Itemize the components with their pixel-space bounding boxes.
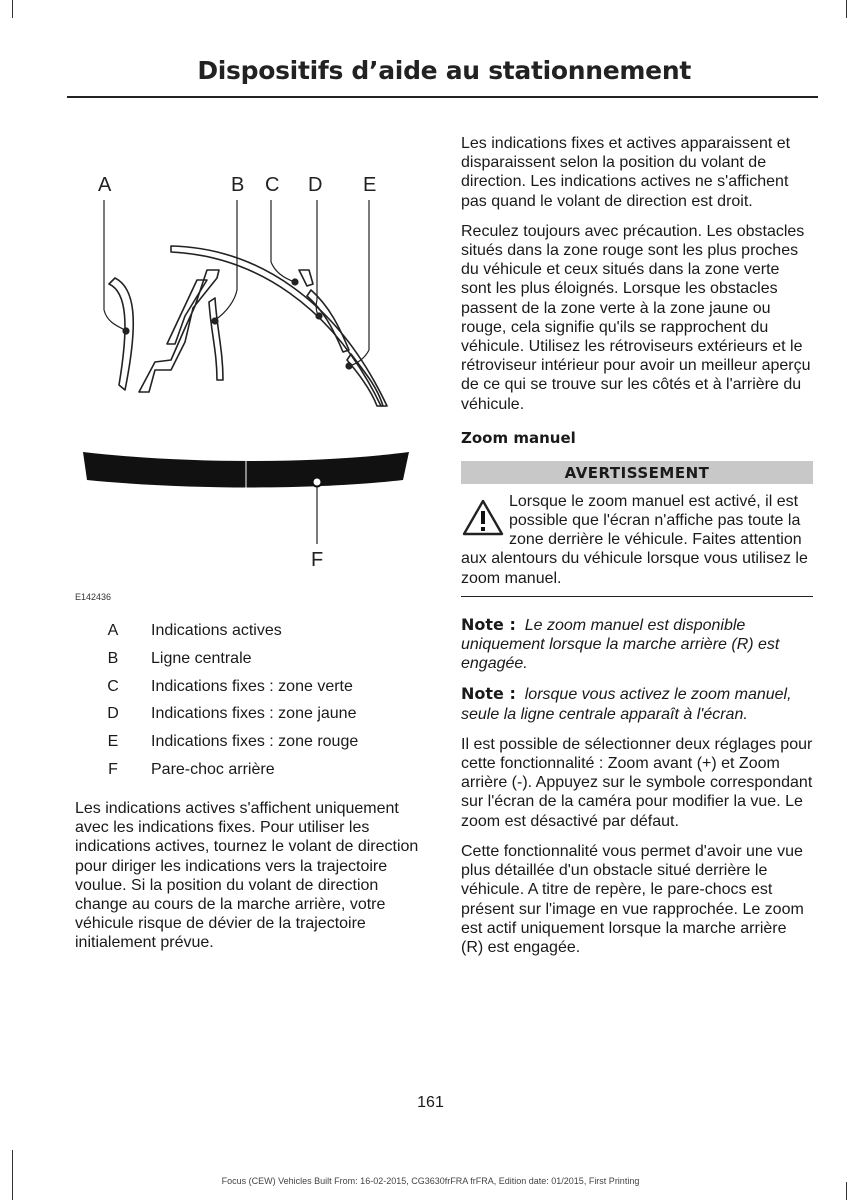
callout-dot-c <box>292 279 298 285</box>
callout-dot-a <box>123 328 129 334</box>
legend-text: Indications fixes : zone rouge <box>151 733 359 751</box>
right-column <box>461 134 813 968</box>
legend-letter: F <box>108 760 118 778</box>
legend-row <box>75 650 435 678</box>
outer-arc <box>171 246 387 406</box>
legend-row <box>75 622 435 650</box>
fixed-active-paragraph: Les indications fixes et actives apparaissent et disparaissent selon la position du volant de direction. Les indications actives ne s'affichent pas quand le volant de direction est droit. <box>461 135 791 210</box>
callout-label-e: E <box>363 174 377 196</box>
crop-mark <box>12 0 13 18</box>
legend-text: Pare-choc arrière <box>151 760 275 778</box>
leader-lines <box>104 200 369 369</box>
warning-triangle-icon <box>461 498 505 538</box>
crop-mark <box>12 1150 13 1200</box>
callout-dot-f <box>313 478 322 487</box>
callout-label-b: B <box>231 174 245 196</box>
title-rule <box>67 96 818 98</box>
active-guidance-paragraph: Les indications actives s'affichent uniquement avec les indications fixes. Pour utiliser les indications actives, tournez le volant de direction pour diriger les indications vers la trajectoire voulue. Si la position du volant de direction change au cours de la marche arrière, votre véhicule risque de dévier de la trajectoire initialement prévue. <box>75 800 419 952</box>
note-manual-zoom <box>461 615 813 674</box>
zoom-settings-paragraph: Il est possible de sélectionner deux réglages pour cette fonctionnalité : Zoom avant (+) et Zoom arrière (-). Appuyez sur le symbole correspondant sur l'écran de la caméra pour modifier la vue. Le zoom est désactivé par défaut. <box>461 735 813 830</box>
note-text: lorsque vous activez le zoom manuel, seule la ligne centrale apparaît à l'écran. <box>461 686 792 723</box>
note-text: Le zoom manuel est disponible uniquement lorsque la marche arrière (R) est engagée. <box>461 616 780 673</box>
callout-dot-d <box>316 313 322 319</box>
leader-a-hook <box>104 310 125 330</box>
leader-c-hook <box>271 262 295 282</box>
right-fixed-zone-c <box>299 270 313 286</box>
footer: Focus (CEW) Vehicles Built From: 16-02-2015, CG3630frFRA frFRA, Edition date: 01/2015, First Printing <box>221 1176 640 1186</box>
figure-code: E142436 <box>75 592 112 602</box>
note-center-line <box>461 684 813 723</box>
legend-text: Ligne centrale <box>151 649 252 667</box>
legend-text: Indications fixes : zone jaune <box>151 705 357 723</box>
legend-row <box>75 761 435 789</box>
guide-lines <box>109 246 387 406</box>
legend-letter: E <box>107 733 119 751</box>
page-title: Dispositifs d’aide au stationnement <box>197 56 691 85</box>
legend-text: Indications fixes : zone verte <box>151 677 353 695</box>
center-line <box>209 298 223 380</box>
page-number: 161 <box>417 1094 444 1111</box>
legend-row <box>75 705 435 733</box>
warning-title: AVERTISSEMENT <box>461 461 813 484</box>
note-label: Note : <box>461 614 516 634</box>
figure-legend <box>75 622 435 789</box>
callout-dot-b <box>212 318 218 324</box>
note-label: Note : <box>461 684 516 704</box>
callout-label-f: F <box>311 549 324 571</box>
parking-guidance-diagram <box>67 130 437 610</box>
caution-paragraph: Reculez toujours avec précaution. Les obstacles situés dans la zone rouge sont les plus proches du véhicule et ceux situés dans la zone verte sont les plus éloignés. Lorsque les obstacles passent de la zone verte à la zone jaune ou rouge, cela signifie qu'ils se rapprochent du véhicule. Utilisez les rétroviseurs extérieurs et le rétroviseur intérieur pour avoir un meilleur aperçu de ce qui se trouve sur les côtés et à l'arrière du véhicule. <box>461 222 811 413</box>
callout-label-c: C <box>265 174 280 196</box>
warning-box <box>461 492 813 597</box>
legend-letter: B <box>107 649 119 667</box>
active-guide-line <box>109 278 133 390</box>
callout-label-d: D <box>308 174 323 196</box>
callout-label-a: A <box>98 174 112 196</box>
zoom-detail-paragraph: Cette fonctionnalité vous permet d'avoir une vue plus détaillée d'un obstacle situé derrière le véhicule. A titre de repère, le pare-chocs est présent sur l'image en vue rapprochée. Le zoom est actif uniquement lorsque la marche arrière (R) est engagée. <box>461 842 804 956</box>
warning-text: Lorsque le zoom manuel est activé, il est possible que l'écran n'affiche pas toute la zone derrière le véhicule. Faites attention aux alentours du véhicule lorsque vous utilisez le zoom manuel. <box>461 492 808 587</box>
legend-row <box>75 733 435 761</box>
legend-row <box>75 678 435 706</box>
section-heading: Zoom manuel <box>461 428 576 447</box>
callout-dot-e <box>346 363 352 369</box>
leader-b-hook <box>215 290 237 320</box>
crop-mark <box>846 0 847 18</box>
legend-letter: C <box>107 677 119 695</box>
legend-letter: A <box>107 622 119 639</box>
legend-letter: D <box>107 705 119 723</box>
legend-text: Indications actives <box>151 622 282 639</box>
